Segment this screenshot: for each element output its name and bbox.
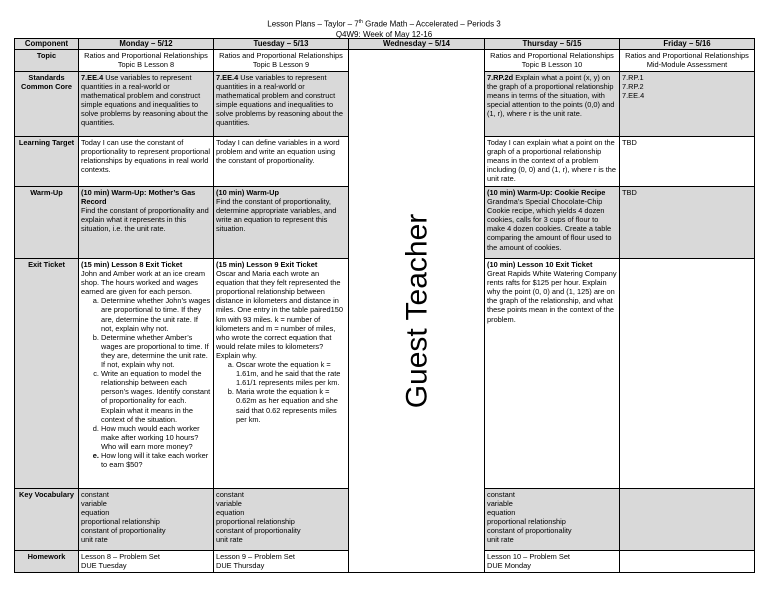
exit-list xyxy=(216,360,346,424)
thursday-learning: Today I can explain what a point on the graph of a proportional relationship means in the context of a problem including (0, 0) and (1, r), where r is the unit rate. xyxy=(485,137,620,187)
homework-text: Lesson 8 – Problem Set xyxy=(81,552,160,561)
vocab-term: proportional relationship xyxy=(216,517,295,527)
list-item: c. Write an equation to model the relationship between each person’s wages. Identify constant of proportionality for each. Explain what it means in the context of the situation. xyxy=(101,369,211,424)
vocab-term: constant of proportionality xyxy=(487,526,572,536)
warmup-title: (10 min) Warm-Up: Cookie Recipe xyxy=(487,188,606,197)
tuesday-exit xyxy=(214,259,349,489)
thursday-exit xyxy=(485,259,620,489)
header-row xyxy=(15,39,755,50)
friday-vocab xyxy=(620,489,755,551)
monday-warmup xyxy=(79,187,214,259)
thursday-standards xyxy=(485,72,620,137)
title-superscript: th xyxy=(358,19,363,25)
vocab-term: constant xyxy=(487,490,515,499)
thursday-topic xyxy=(485,50,620,72)
row-label-topic: Topic xyxy=(15,50,79,72)
warmup-title: (10 min) Warm-Up xyxy=(216,188,279,197)
topic-lesson: Topic B Lesson 9 xyxy=(252,60,310,70)
exit-title: (15 min) Lesson 9 Exit Ticket xyxy=(216,260,318,269)
exit-title: (10 min) Lesson 10 Exit Ticket xyxy=(487,260,593,269)
tuesday-vocab xyxy=(214,489,349,551)
row-label-homework: Homework xyxy=(15,551,79,573)
col-tuesday: Tuesday – 5/13 xyxy=(214,39,349,50)
homework-text: Lesson 9 – Problem Set xyxy=(216,552,295,561)
friday-homework xyxy=(620,551,755,573)
row-label-vocab: Key Vocabulary xyxy=(15,489,79,551)
lesson-plan-table xyxy=(14,38,755,573)
tuesday-homework xyxy=(214,551,349,573)
standard-text: Use variables to represent quantities in a real-world or mathematical problem and construct simple equations and inequalities to solve problems by reasoning about the quantities. xyxy=(216,73,343,128)
col-component: Component xyxy=(15,39,79,50)
warmup-text: Find the constant of proportionality, determine appropriate variables, and write an equation to represent this situation. xyxy=(216,197,337,234)
topic-lesson: Topic B Lesson 10 xyxy=(521,60,583,70)
friday-standards xyxy=(620,72,755,137)
standard-code: 7.RP.2 xyxy=(622,82,644,92)
tuesday-learning: Today I can define variables in a word problem and write an equation using the constant of proportionality. xyxy=(214,137,349,187)
tuesday-topic xyxy=(214,50,349,72)
monday-homework xyxy=(79,551,214,573)
topic-row xyxy=(15,50,755,72)
thursday-homework xyxy=(485,551,620,573)
topic-line: Ratios and Proportional Relationships xyxy=(625,51,749,60)
list-item: a. Oscar wrote the equation k = 1.61m, and he said that the rate 1.61/1 represents miles per km. xyxy=(236,360,346,387)
topic-line: Ratios and Proportional Relationships xyxy=(490,51,614,60)
exit-text: John and Amber work at an ice cream shop. The hours worked and wages earned are given for each person. xyxy=(81,269,206,297)
row-label-learning: Learning Target xyxy=(15,137,79,187)
standard-text: Explain what a point (x, y) on the graph of a proportional relationship means in terms of the situation, with special attention to the points (0,0) and (1, r), where r is the unit rate. xyxy=(487,73,615,119)
list-item: e. How long will it take each worker to earn $50? xyxy=(101,451,211,469)
exit-text: Great Rapids White Watering Company rents rafts for $125 per hour. Explain why the point (0, 0) and (1, 125) are on the graph of the relationship, and what these points mean in the context of the problem. xyxy=(487,269,617,324)
col-friday: Friday – 5/16 xyxy=(620,39,755,50)
vocab-term: proportional relationship xyxy=(487,517,566,527)
list-item: b. Maria wrote the equation k = 0.62m as her equation and she said that 0.62 represents miles per km. xyxy=(236,387,346,423)
monday-vocab xyxy=(79,489,214,551)
topic-lesson: Topic B Lesson 8 xyxy=(117,60,175,70)
document-title xyxy=(0,17,768,30)
standard-code: 7.EE.4 xyxy=(81,73,104,82)
friday-exit xyxy=(620,259,755,489)
row-label-warmup: Warm-Up xyxy=(15,187,79,259)
title-text: Lesson Plans – Taylor – 7 xyxy=(267,19,359,29)
vocab-term: unit rate xyxy=(487,535,514,545)
vocab-term: constant xyxy=(216,490,244,499)
warmup-text: Find the constant of proportionality and explain what it represents in this situation, i.e. the unit rate. xyxy=(81,206,209,234)
exit-text: Oscar and Maria each wrote an equation that they felt represented the proportional relationship between distance in kilometers and distance in miles. One entry in the table paired150 km with 93 miles. k = number of kilometers and m = number of miles, who wrote the correct equation that would relate miles to kilometers? Explain why. xyxy=(216,269,343,360)
standard-code: 7.RP.2d xyxy=(487,73,514,82)
monday-exit xyxy=(79,259,214,489)
topic-line: Ratios and Proportional Relationships xyxy=(84,51,208,60)
friday-learning: TBD xyxy=(620,137,755,187)
monday-topic xyxy=(79,50,214,72)
week-label: Q4W9: Week of May 12-16 xyxy=(335,29,433,39)
topic-lesson: Mid-Module Assessment xyxy=(646,60,728,70)
tuesday-standards xyxy=(214,72,349,137)
vocab-term: variable xyxy=(216,499,242,509)
row-label-standards: Standards Common Core xyxy=(15,72,79,137)
standard-text: Use variables to represent quantities in a real-world or mathematical problem and construct simple equations and inequalities to solve problems by reasoning about the quantities. xyxy=(81,73,208,128)
monday-standards xyxy=(79,72,214,137)
topic-line: Ratios and Proportional Relationships xyxy=(219,51,343,60)
standard-code: 7.EE.4 xyxy=(622,91,645,101)
vocab-term: constant of proportionality xyxy=(81,526,166,536)
title-text-end: Grade Math – Accelerated – Periods 3 xyxy=(362,19,501,29)
col-monday: Monday – 5/12 xyxy=(79,39,214,50)
standard-code: 7.EE.4 xyxy=(216,73,239,82)
exit-title: (15 min) Lesson 8 Exit Ticket xyxy=(81,260,183,269)
list-item: d. How much would each worker make after working 10 hours? Who will earn more money? xyxy=(101,424,211,451)
col-thursday: Thursday – 5/15 xyxy=(485,39,620,50)
list-item: a. Determine whether John’s wages are proportional to time. If they are, determine the unit rate. If not, explain why not. xyxy=(101,296,211,332)
guest-teacher-label: Guest Teacher xyxy=(399,213,433,409)
row-label-exit: Exit Ticket xyxy=(15,259,79,489)
vocab-term: unit rate xyxy=(81,535,108,545)
vocab-term: constant of proportionality xyxy=(216,526,301,536)
homework-due: DUE Thursday xyxy=(216,561,265,571)
vocab-term: variable xyxy=(81,499,107,509)
col-wednesday: Wednesday – 5/14 xyxy=(349,39,485,50)
friday-warmup: TBD xyxy=(620,187,755,259)
document-header xyxy=(0,17,768,40)
standard-code: 7.RP.1 xyxy=(622,73,644,82)
warmup-text: Grandma’s Special Chocolate-Chip Cookie recipe, which yields 4 dozen cookies, calls for 3 cups of flour to make 4 dozen cookies. Create a table comparing the amount of flour used to the amount of cookies. xyxy=(487,197,612,252)
homework-due: DUE Monday xyxy=(487,561,531,571)
friday-topic xyxy=(620,50,755,72)
list-item: b. Determine whether Amber’s wages are proportional to time. If they are, determine the unit rate. If not, explain why not. xyxy=(101,333,211,369)
vocab-term: variable xyxy=(487,499,513,509)
vocab-term: constant xyxy=(81,490,109,499)
vocab-term: proportional relationship xyxy=(81,517,160,527)
vocab-term: equation xyxy=(487,508,516,518)
tuesday-warmup xyxy=(214,187,349,259)
vocab-term: equation xyxy=(216,508,245,518)
thursday-warmup xyxy=(485,187,620,259)
wednesday-column xyxy=(349,50,485,573)
vocab-term: unit rate xyxy=(216,535,243,545)
monday-learning: Today I can use the constant of proportionality to represent proportional relationships by equations in real world contexts. xyxy=(79,137,214,187)
vocab-term: equation xyxy=(81,508,110,518)
homework-text: Lesson 10 – Problem Set xyxy=(487,552,570,561)
thursday-vocab xyxy=(485,489,620,551)
exit-list xyxy=(81,296,211,469)
warmup-title: (10 min) Warm-Up: Mother’s Gas Record xyxy=(81,188,196,207)
homework-due: DUE Tuesday xyxy=(81,561,127,571)
